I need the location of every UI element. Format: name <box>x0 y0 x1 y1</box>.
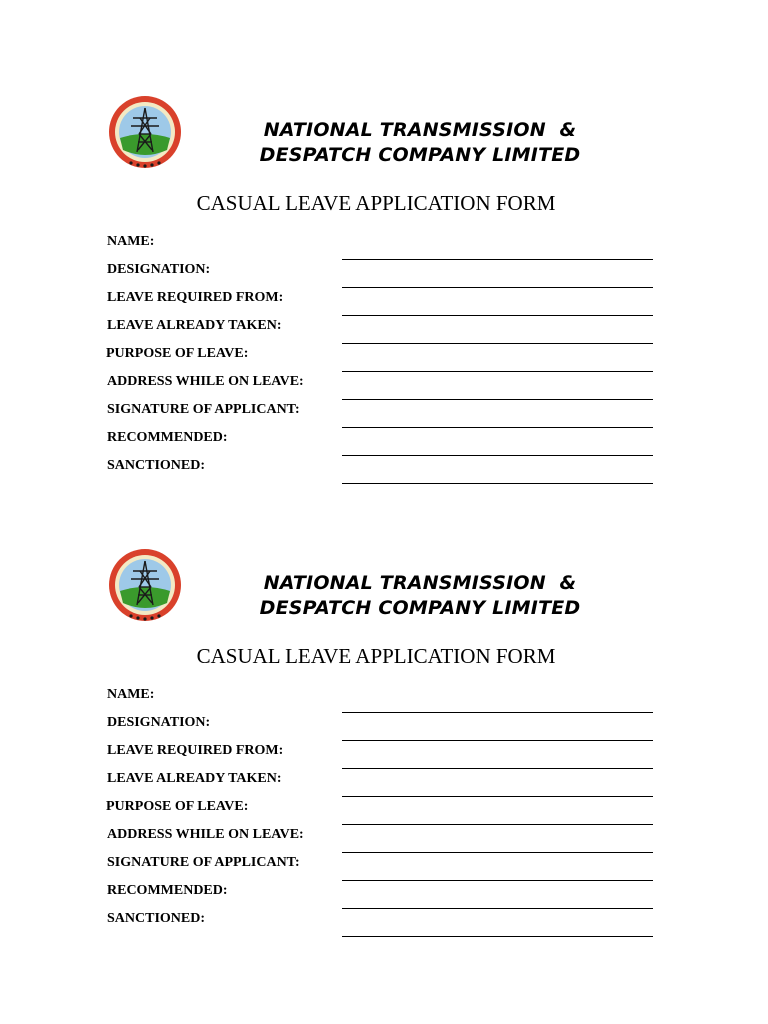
company-name-line-2: DESPATCH COMPANY LIMITED <box>259 144 581 166</box>
field-line-purpose-of-leave[interactable] <box>342 824 653 825</box>
company-name-line-1: NATIONAL TRANSMISSION & <box>263 572 577 594</box>
field-line-leave-already-taken[interactable] <box>342 796 653 797</box>
field-line-leave-required-from[interactable] <box>342 768 653 769</box>
form-title: CASUAL LEAVE APPLICATION FORM <box>196 191 556 215</box>
ntdc-logo-icon <box>107 94 183 176</box>
field-line-recommended[interactable] <box>342 908 653 909</box>
field-label-signature-of-applicant: SIGNATURE OF APPLICANT: <box>107 402 300 417</box>
field-label-address-while-on-leave: ADDRESS WHILE ON LEAVE: <box>107 827 304 842</box>
company-name-line-1: NATIONAL TRANSMISSION & <box>263 119 577 141</box>
field-line-signature-of-applicant[interactable] <box>342 880 653 881</box>
field-line-signature-of-applicant[interactable] <box>342 427 653 428</box>
field-label-leave-already-taken: LEAVE ALREADY TAKEN: <box>107 318 282 333</box>
field-line-designation[interactable] <box>342 740 653 741</box>
field-label-leave-already-taken: LEAVE ALREADY TAKEN: <box>107 771 282 786</box>
field-line-name[interactable] <box>342 712 653 713</box>
field-label-leave-required-from: LEAVE REQUIRED FROM: <box>107 743 284 758</box>
field-label-name: NAME: <box>107 234 155 249</box>
field-label-sanctioned: SANCTIONED: <box>107 458 206 473</box>
field-line-sanctioned[interactable] <box>342 483 653 484</box>
field-label-sanctioned: SANCTIONED: <box>107 911 206 926</box>
field-line-leave-required-from[interactable] <box>342 315 653 316</box>
field-label-purpose-of-leave: PURPOSE OF LEAVE: <box>106 346 249 361</box>
field-label-leave-required-from: LEAVE REQUIRED FROM: <box>107 290 284 305</box>
field-line-leave-already-taken[interactable] <box>342 343 653 344</box>
field-line-address-while-on-leave[interactable] <box>342 399 653 400</box>
field-label-name: NAME: <box>107 687 155 702</box>
field-label-address-while-on-leave: ADDRESS WHILE ON LEAVE: <box>107 374 304 389</box>
company-name <box>240 118 600 168</box>
field-label-recommended: RECOMMENDED: <box>107 883 228 898</box>
field-label-purpose-of-leave: PURPOSE OF LEAVE: <box>106 799 249 814</box>
field-line-designation[interactable] <box>342 287 653 288</box>
field-label-recommended: RECOMMENDED: <box>107 430 228 445</box>
ntdc-logo-icon <box>107 547 183 629</box>
field-line-sanctioned[interactable] <box>342 936 653 937</box>
field-line-purpose-of-leave[interactable] <box>342 371 653 372</box>
field-line-name[interactable] <box>342 259 653 260</box>
field-line-address-while-on-leave[interactable] <box>342 852 653 853</box>
leave-form-2 <box>0 547 768 957</box>
field-line-recommended[interactable] <box>342 455 653 456</box>
field-label-designation: DESIGNATION: <box>107 262 211 277</box>
company-name-line-2: DESPATCH COMPANY LIMITED <box>259 597 581 619</box>
field-label-signature-of-applicant: SIGNATURE OF APPLICANT: <box>107 855 300 870</box>
field-label-designation: DESIGNATION: <box>107 715 211 730</box>
company-name <box>240 571 600 621</box>
form-title: CASUAL LEAVE APPLICATION FORM <box>196 644 556 668</box>
leave-form-1 <box>0 94 768 504</box>
